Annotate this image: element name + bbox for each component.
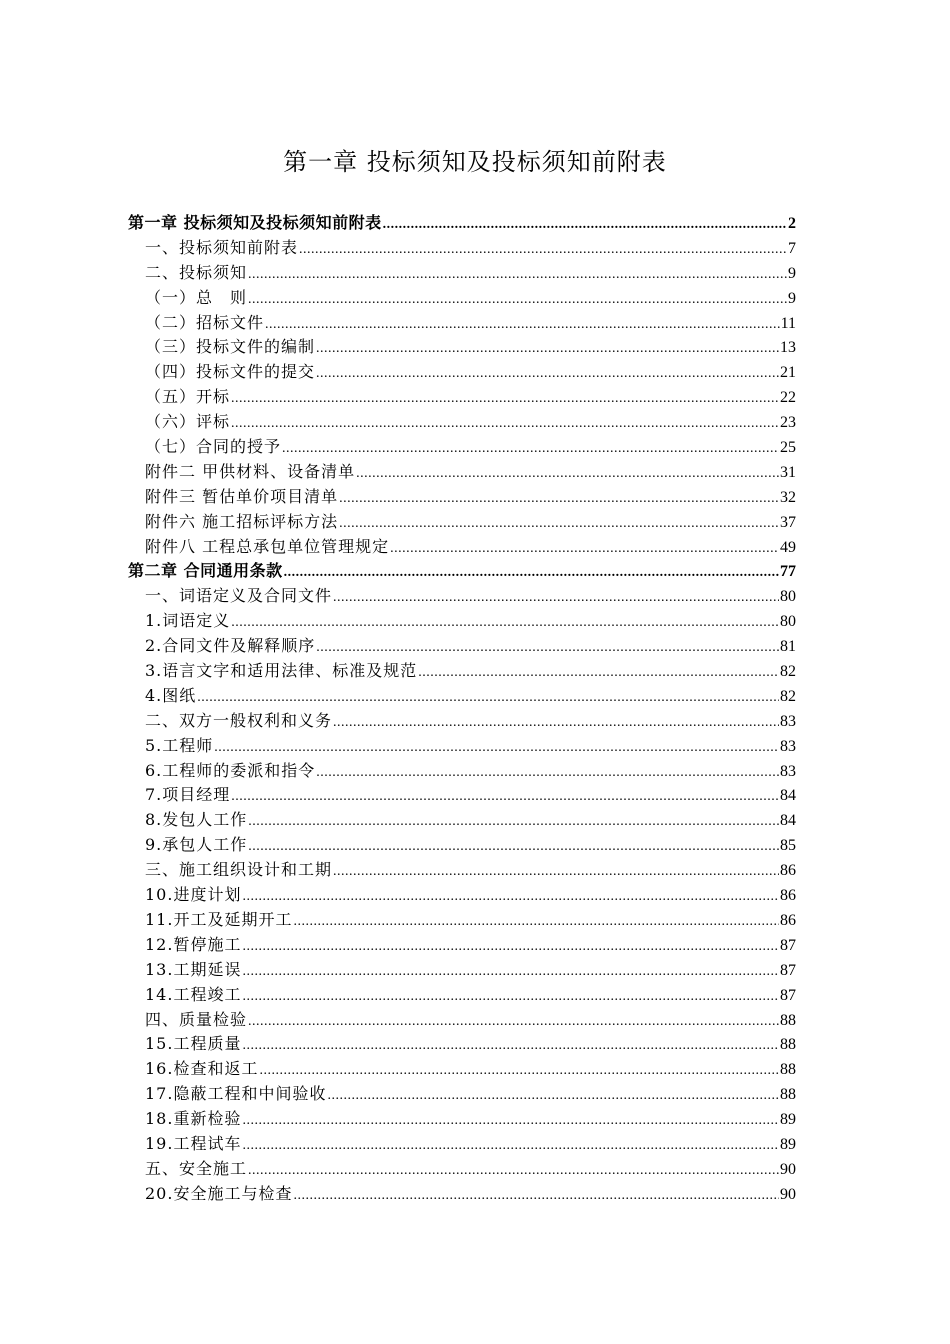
toc-dot-leader — [339, 487, 779, 510]
toc-entry[interactable] — [128, 1157, 796, 1182]
toc-entry-label: 4.图纸 — [145, 685, 197, 705]
toc-entry[interactable] — [128, 783, 796, 808]
toc-entry[interactable] — [128, 1008, 796, 1033]
toc-entry-label: 8.发包人工作 — [145, 810, 248, 830]
toc-page-number: 82 — [780, 663, 796, 681]
toc-dot-leader — [293, 910, 779, 933]
toc-entry[interactable] — [128, 1182, 796, 1207]
toc-entry-label: （三）投标文件的编制 — [145, 337, 316, 357]
toc-dot-leader — [231, 412, 779, 435]
toc-entry-label: 二、投标须知 — [145, 262, 248, 282]
toc-chapter-entry[interactable] — [128, 211, 796, 236]
toc-dot-leader — [231, 611, 779, 634]
toc-entry[interactable] — [128, 908, 796, 933]
toc-dot-leader — [284, 561, 779, 584]
toc-dot-leader — [293, 1184, 779, 1207]
page-title: 第一章 投标须知及投标须知前附表 — [283, 148, 667, 176]
toc-entry[interactable] — [128, 609, 796, 634]
toc-entry-label: （六）评标 — [145, 412, 231, 432]
toc-dot-leader — [248, 263, 787, 286]
toc-entry[interactable] — [128, 983, 796, 1008]
toc-dot-leader — [418, 661, 779, 684]
toc-dot-leader — [242, 1134, 779, 1157]
toc-entry-label: 20.安全施工与检查 — [145, 1183, 293, 1203]
toc-entry[interactable] — [128, 510, 796, 535]
toc-dot-leader — [242, 935, 779, 958]
toc-dot-leader — [242, 1034, 779, 1057]
toc-entry[interactable] — [128, 933, 796, 958]
toc-dot-leader — [339, 512, 779, 535]
toc-entry[interactable] — [128, 734, 796, 759]
toc-page-number: 86 — [780, 887, 796, 905]
toc-dot-leader — [383, 213, 787, 236]
toc-entry-label: 15.工程质量 — [145, 1034, 242, 1054]
toc-chapter-entry[interactable] — [128, 559, 796, 584]
toc-page-number: 88 — [780, 1061, 796, 1079]
toc-dot-leader — [231, 387, 779, 410]
toc-entry[interactable] — [128, 808, 796, 833]
toc-entry[interactable] — [128, 584, 796, 609]
toc-entry[interactable] — [128, 709, 796, 734]
toc-page-number: 23 — [780, 414, 796, 432]
table-of-contents — [128, 211, 796, 1207]
toc-dot-leader — [333, 711, 779, 734]
toc-page-number: 31 — [780, 463, 796, 481]
toc-dot-leader — [248, 288, 787, 311]
toc-entry-label: 第二章 合同通用条款 — [128, 561, 283, 581]
toc-entry-label: 6.工程师的委派和指令 — [145, 760, 316, 780]
toc-entry-label: 附件八 工程总承包单位管理规定 — [145, 536, 390, 556]
toc-entry[interactable] — [128, 1032, 796, 1057]
toc-entry-label: 7.项目经理 — [145, 785, 231, 805]
toc-page-number: 86 — [780, 911, 796, 929]
toc-entry[interactable] — [128, 261, 796, 286]
toc-page-number: 25 — [780, 439, 796, 457]
toc-dot-leader — [231, 785, 779, 808]
toc-entry[interactable] — [128, 311, 796, 336]
toc-entry-label: 二、双方一般权利和义务 — [145, 710, 333, 730]
toc-page-number: 21 — [780, 364, 796, 382]
toc-entry[interactable] — [128, 759, 796, 784]
toc-page-number: 84 — [780, 812, 796, 830]
toc-page-number: 90 — [780, 1160, 796, 1178]
toc-dot-leader — [390, 537, 779, 560]
toc-dot-leader — [248, 835, 779, 858]
toc-dot-leader — [242, 1109, 779, 1132]
toc-entry-label: 五、安全施工 — [145, 1158, 248, 1178]
toc-entry[interactable] — [128, 1107, 796, 1132]
toc-page-number: 82 — [780, 687, 796, 705]
toc-dot-leader — [333, 860, 779, 883]
toc-dot-leader — [248, 1159, 779, 1182]
toc-entry[interactable] — [128, 659, 796, 684]
toc-dot-leader — [316, 636, 779, 659]
toc-entry-label: 14.工程竣工 — [145, 984, 242, 1004]
toc-entry-label: （二）招标文件 — [145, 312, 265, 332]
toc-dot-leader — [242, 960, 779, 983]
toc-dot-leader — [282, 437, 779, 460]
toc-entry[interactable] — [128, 684, 796, 709]
toc-entry-label: 12.暂停施工 — [145, 934, 242, 954]
toc-entry-label: （七）合同的授予 — [145, 437, 282, 457]
toc-dot-leader — [327, 1084, 779, 1107]
toc-entry[interactable] — [128, 385, 796, 410]
toc-dot-leader — [248, 810, 779, 833]
toc-entry-label: 17.隐蔽工程和中间验收 — [145, 1084, 327, 1104]
toc-page-number: 32 — [780, 488, 796, 506]
toc-entry-label: 附件三 暂估单价项目清单 — [145, 486, 339, 506]
toc-entry[interactable] — [128, 833, 796, 858]
toc-entry[interactable] — [128, 1132, 796, 1157]
toc-entry-label: 3.语言文字和适用法律、标准及规范 — [145, 661, 418, 681]
toc-entry-label: （五）开标 — [145, 387, 231, 407]
toc-page-number: 89 — [780, 1135, 796, 1153]
toc-dot-leader — [316, 362, 779, 385]
toc-page-number: 89 — [780, 1111, 796, 1129]
toc-dot-leader — [214, 736, 779, 759]
toc-entry-label: 附件二 甲供材料、设备清单 — [145, 461, 356, 481]
toc-page-number: 9 — [788, 264, 796, 282]
toc-entry[interactable] — [128, 535, 796, 560]
toc-entry[interactable] — [128, 236, 796, 261]
toc-entry[interactable] — [128, 1082, 796, 1107]
toc-entry[interactable] — [128, 858, 796, 883]
toc-page-number: 84 — [780, 787, 796, 805]
toc-dot-leader — [299, 238, 787, 261]
toc-dot-leader — [197, 686, 779, 709]
toc-entry-label: 18.重新检验 — [145, 1109, 242, 1129]
toc-page-number: 87 — [780, 986, 796, 1004]
toc-entry-label: 9.承包人工作 — [145, 835, 248, 855]
toc-entry-label: 2.合同文件及解释顺序 — [145, 636, 316, 656]
toc-page-number: 87 — [780, 961, 796, 979]
toc-page-number: 88 — [780, 1036, 796, 1054]
toc-entry-label: 5.工程师 — [145, 735, 214, 755]
toc-page-number: 9 — [788, 289, 796, 307]
toc-entry[interactable] — [128, 958, 796, 983]
toc-dot-leader — [259, 1059, 779, 1082]
toc-page-number: 83 — [780, 712, 796, 730]
toc-entry-label: 1.词语定义 — [145, 611, 231, 631]
toc-entry-label: 11.开工及延期开工 — [145, 909, 293, 929]
toc-entry-label: 一、投标须知前附表 — [145, 237, 299, 257]
toc-entry-label: 16.检查和返工 — [145, 1059, 259, 1079]
toc-page-number: 13 — [780, 339, 796, 357]
toc-entry[interactable] — [128, 286, 796, 311]
toc-page-number: 2 — [788, 215, 796, 232]
toc-page-number: 88 — [780, 1011, 796, 1029]
toc-page-number: 83 — [780, 762, 796, 780]
toc-entry[interactable] — [128, 634, 796, 659]
toc-entry[interactable] — [128, 360, 796, 385]
toc-dot-leader — [242, 885, 779, 908]
toc-entry-label: 四、质量检验 — [145, 1009, 248, 1029]
toc-dot-leader — [265, 313, 780, 336]
toc-dot-leader — [242, 985, 779, 1008]
toc-entry-label: （一）总 则 — [145, 287, 248, 307]
toc-entry-label: （四）投标文件的提交 — [145, 362, 316, 382]
toc-entry-label: 一、词语定义及合同文件 — [145, 586, 333, 606]
toc-entry[interactable] — [128, 435, 796, 460]
toc-page-number: 80 — [780, 588, 796, 606]
toc-page-number: 87 — [780, 936, 796, 954]
toc-page-number: 88 — [780, 1086, 796, 1104]
toc-page-number: 11 — [780, 314, 796, 332]
toc-page-number: 22 — [780, 389, 796, 407]
toc-entry[interactable] — [128, 485, 796, 510]
toc-dot-leader — [316, 337, 779, 360]
toc-dot-leader — [356, 462, 779, 485]
toc-entry-label: 第一章 投标须知及投标须知前附表 — [128, 213, 382, 232]
toc-entry-label: 三、施工组织设计和工期 — [145, 860, 333, 880]
toc-page-number: 90 — [780, 1185, 796, 1203]
toc-entry[interactable] — [128, 335, 796, 360]
toc-dot-leader — [316, 761, 779, 784]
toc-page-number: 77 — [780, 563, 796, 581]
toc-page-number: 85 — [780, 837, 796, 855]
toc-page-number: 83 — [780, 737, 796, 755]
toc-page-number: 81 — [780, 638, 796, 656]
toc-page-number: 37 — [780, 513, 796, 531]
toc-dot-leader — [248, 1010, 779, 1033]
toc-entry-label: 19.工程试车 — [145, 1133, 242, 1153]
toc-page-number: 49 — [780, 538, 796, 556]
toc-entry-label: 10.进度计划 — [145, 885, 242, 905]
toc-entry[interactable] — [128, 883, 796, 908]
toc-entry[interactable] — [128, 1057, 796, 1082]
toc-entry-label: 附件六 施工招标评标方法 — [145, 511, 339, 531]
toc-entry[interactable] — [128, 460, 796, 485]
toc-entry-label: 13.工期延误 — [145, 959, 242, 979]
toc-dot-leader — [333, 586, 779, 609]
toc-page-number: 86 — [780, 862, 796, 880]
toc-page-number: 7 — [788, 239, 796, 257]
toc-page-number: 80 — [780, 613, 796, 631]
toc-entry[interactable] — [128, 410, 796, 435]
